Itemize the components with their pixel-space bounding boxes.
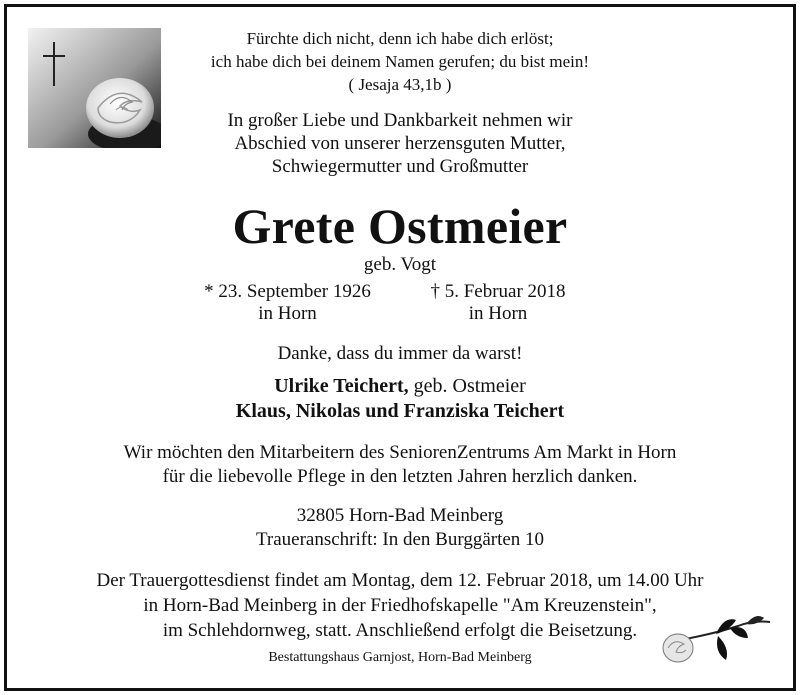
verse-line-2: ich habe dich bei deinem Namen gerufen; du bist mein! bbox=[210, 52, 590, 71]
death-place: in Horn bbox=[468, 303, 528, 324]
birth-date: * 23. September 1926 bbox=[204, 281, 371, 302]
family-member-1-name: Ulrike Teichert, bbox=[274, 375, 409, 397]
address-city: 32805 Horn-Bad Meinberg bbox=[296, 505, 504, 526]
death-info bbox=[423, 281, 573, 325]
family-member-1-suffix: geb. Ostmeier bbox=[408, 375, 526, 397]
verse-line-1: Fürchte dich nicht, denn ich habe dich erlöst; bbox=[246, 29, 554, 48]
birth-info bbox=[195, 281, 380, 325]
birth-place: in Horn bbox=[258, 303, 317, 324]
staff-thanks-line-1: Wir möchten den Mitarbeitern des SeniorenZentrums Am Markt in Horn bbox=[123, 442, 677, 463]
maiden-name: geb. Vogt bbox=[363, 254, 437, 275]
death-date: † 5. Februar 2018 bbox=[430, 281, 566, 302]
address bbox=[0, 504, 800, 552]
service-line-1: Der Trauergottesdienst findet am Montag, dem 12. Februar 2018, um 14.00 Uhr bbox=[96, 570, 704, 591]
service-line-2: in Horn-Bad Meinberg in der Friedhofskapelle "Am Kreuzenstein", bbox=[143, 595, 657, 616]
mourning-address: Traueranschrift: In den Burggärten 10 bbox=[255, 529, 545, 550]
intro-line-1: In großer Liebe und Dankbarkeit nehmen wir bbox=[227, 110, 573, 131]
service-line-3: im Schlehdornweg, statt. Anschließend erfolgt die Beisetzung. bbox=[162, 620, 638, 641]
family-members bbox=[0, 374, 800, 424]
intro-line-3: Schwiegermutter und Großmutter bbox=[271, 156, 529, 177]
undertaker: Bestattungshaus Garnjost, Horn-Bad Meinberg bbox=[268, 650, 532, 665]
staff-thanks-line-2: für die liebevolle Pflege in den letzten Jahren herzlich danken. bbox=[162, 466, 638, 487]
staff-thanks bbox=[0, 441, 800, 489]
thanks-line: Danke, dass du immer da warst! bbox=[277, 343, 523, 364]
deceased-name: Grete Ostmeier bbox=[232, 198, 568, 254]
intro-line-2: Abschied von unserer herzensguten Mutter, bbox=[234, 133, 566, 154]
bible-verse bbox=[0, 27, 800, 96]
family-member-1 bbox=[0, 374, 800, 399]
verse-reference: ( Jesaja 43,1b ) bbox=[348, 75, 452, 94]
family-member-2: Klaus, Nikolas und Franziska Teichert bbox=[235, 400, 565, 422]
intro-text bbox=[0, 109, 800, 178]
rose-icon bbox=[658, 606, 773, 668]
